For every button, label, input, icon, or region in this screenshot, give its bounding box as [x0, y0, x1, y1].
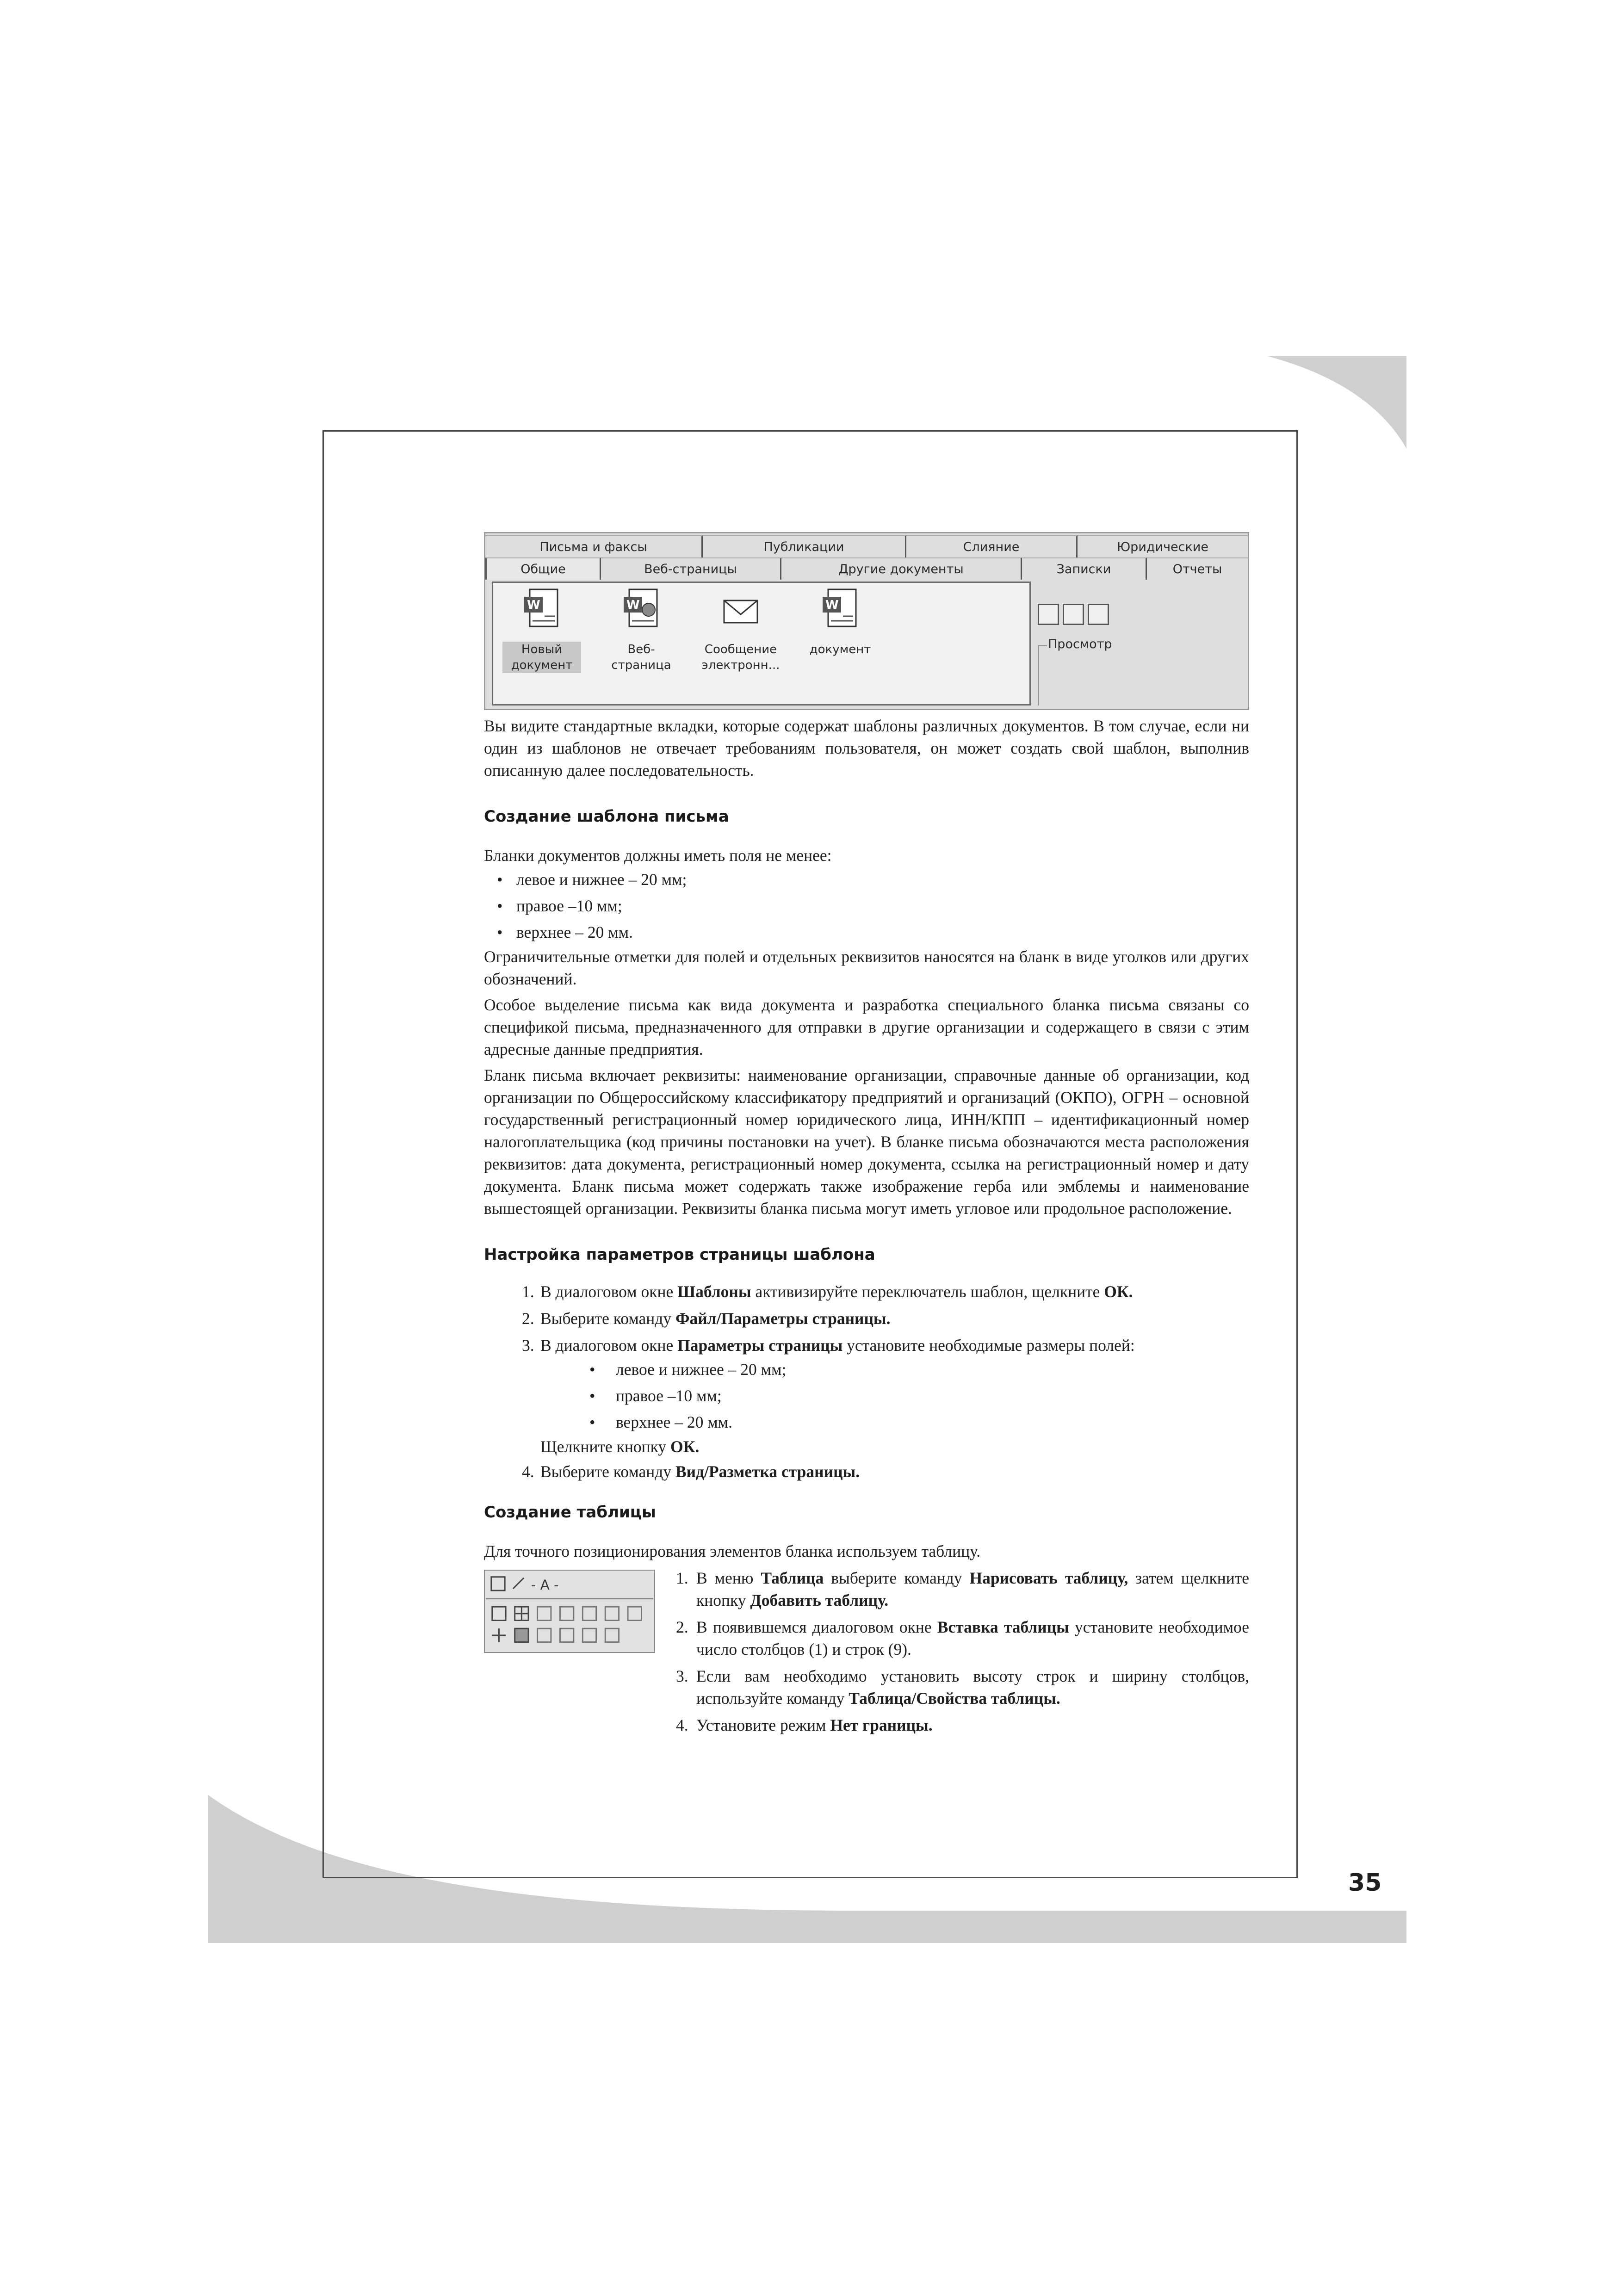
section-heading-letter-template: Создание шаблона письма	[484, 807, 729, 826]
template-document[interactable]	[801, 588, 880, 657]
list-view-icon[interactable]	[1063, 604, 1084, 625]
svg-text:W: W	[626, 598, 640, 612]
list-item: 1. В диалоговом окне Шаблоны активизируйте переключатель шаблон, щелкните ОК.	[522, 1282, 1133, 1301]
template-label-line2: электронн...	[701, 658, 780, 672]
template-new-document[interactable]	[502, 588, 581, 673]
section-heading-create-table: Создание таблицы	[484, 1503, 656, 1522]
list-item: 4. Установите режим Нет границы.	[676, 1716, 933, 1734]
tab-legal[interactable]: Юридические	[1078, 535, 1248, 557]
list-item: • верхнее – 20 мм.	[589, 1413, 733, 1431]
section-heading-page-setup: Настройка параметров страницы шаблона	[484, 1245, 875, 1264]
svg-text:W: W	[825, 598, 839, 612]
template-label-line1: Сообщение	[704, 643, 777, 656]
tab-general[interactable]: Общие	[485, 557, 601, 580]
create-table-steps	[676, 1567, 1249, 1741]
list-item: • левое и нижнее – 20 мм;	[497, 870, 687, 889]
page-setup-steps	[484, 1281, 1249, 1356]
table-lead: Для точного позиционирования элементов бланка используем таблицу.	[484, 1542, 981, 1560]
details-view-icon[interactable]	[1088, 604, 1109, 625]
paragraph: Ограничительные отметки для полей и отдельных реквизитов наносятся на бланк в виде уголков или других обозначений.	[484, 947, 1249, 988]
list-item: • правое –10 мм;	[497, 897, 622, 915]
tab-reports[interactable]: Отчеты	[1147, 557, 1248, 580]
template-web-page[interactable]	[602, 588, 681, 673]
template-label-line1: документ	[809, 643, 871, 656]
list-item: • верхнее – 20 мм.	[497, 923, 633, 941]
templates-list	[492, 582, 1031, 706]
list-item: 3. Если вам необходимо установить высоту строк и ширину столбцов, используйте команду Таблица/Свойства таблицы.	[676, 1667, 1249, 1708]
templates-dialog-screenshot	[484, 532, 1249, 710]
tab-web-pages[interactable]: Веб-страницы	[601, 557, 781, 580]
paragraph: Особое выделение письма как вида документа и разработка специального бланка письма связаны со спецификой письма, предназначенного для отправки в другие организации и содержащего в связи с этим адресные данные предприятия.	[484, 996, 1249, 1058]
template-label-line2: документ	[511, 658, 573, 672]
margins-lead: Бланки документов должны иметь поля не менее:	[484, 846, 832, 865]
web-page-icon	[623, 588, 660, 630]
page-number: 35	[1348, 1869, 1382, 1897]
tables-borders-toolbar-screenshot	[484, 1570, 655, 1653]
click-ok-note: Щелкните кнопку ОК.	[540, 1437, 700, 1456]
page-setup-margins-list	[484, 1356, 1249, 1436]
table-instructions	[484, 1562, 1250, 1734]
list-item: 3. В диалоговом окне Параметры страницы установите необходимые размеры полей:	[522, 1336, 1135, 1355]
list-item: • правое –10 мм;	[589, 1386, 722, 1405]
word-document-icon	[523, 588, 560, 630]
tab-row-back	[485, 535, 1248, 557]
template-email-message[interactable]	[701, 588, 780, 673]
template-label-line1: Веб-страница	[611, 643, 671, 672]
word-document-icon	[822, 588, 859, 630]
list-item: 1. В меню Таблица выберите команду Нарисовать таблицу, затем щелкните кнопку Добавить таблицу.	[676, 1569, 1250, 1609]
tab-letters-faxes[interactable]: Письма и факсы	[485, 535, 703, 557]
svg-text:W: W	[527, 598, 540, 612]
svg-text:- A -: - A -	[531, 1577, 559, 1593]
list-item: 2. В появившемся диалоговом окне Вставка таблицы установите необходимое число столбцов (1) и строк (9).	[676, 1618, 1249, 1659]
preview-label: Просмотр	[1048, 637, 1112, 651]
tab-merge[interactable]: Слияние	[906, 535, 1078, 557]
tab-publications[interactable]: Публикации	[703, 535, 906, 557]
envelope-icon	[722, 588, 759, 630]
list-item: 4. Выберите команду Вид/Разметка страницы.	[522, 1462, 860, 1481]
intro-paragraph: Вы видите стандартные вкладки, которые содержат шаблоны различных документов. В том случае, если ни один из шаблонов не отвечает требованиям пользователя, он может создать свой шаблон, выполнив описанную далее последовательность.	[484, 717, 1249, 780]
view-mode-buttons	[1038, 604, 1109, 625]
margins-list	[484, 866, 1249, 946]
paragraph: Бланк письма включает реквизиты: наименование организации, справочные данные об организации, код организации по Общероссийскому классификатору предприятий и организаций (ОКПО), ОГРН – основной государственный регистрационный номер юридического лица, ИНН/КПП – идентификационный номер налогоплательщика (код причины постановки на учет). В бланке письма обозначаются места расположения реквизитов: дата документа, регистрационный номер документа, ссылка на регистрационный номер и дату документа. Бланк письма может содержать также изображение герба или эмблемы и наименование вышестоящей организации. Реквизиты бланка письма могут иметь угловое или продольное расположение.	[484, 1066, 1249, 1218]
template-label-line1: Новый	[521, 643, 563, 656]
list-item: • левое и нижнее – 20 мм;	[589, 1360, 787, 1379]
tab-other-documents[interactable]: Другие документы	[781, 557, 1022, 580]
tab-row-front	[485, 557, 1248, 580]
large-icons-view-icon[interactable]	[1038, 604, 1059, 625]
tab-memos[interactable]: Записки	[1022, 557, 1147, 580]
list-item: 2. Выберите команду Файл/Параметры страницы.	[522, 1309, 891, 1328]
page-content	[484, 532, 1250, 1734]
page-setup-steps-continued	[484, 1461, 1249, 1483]
preview-group-border	[1038, 645, 1047, 706]
